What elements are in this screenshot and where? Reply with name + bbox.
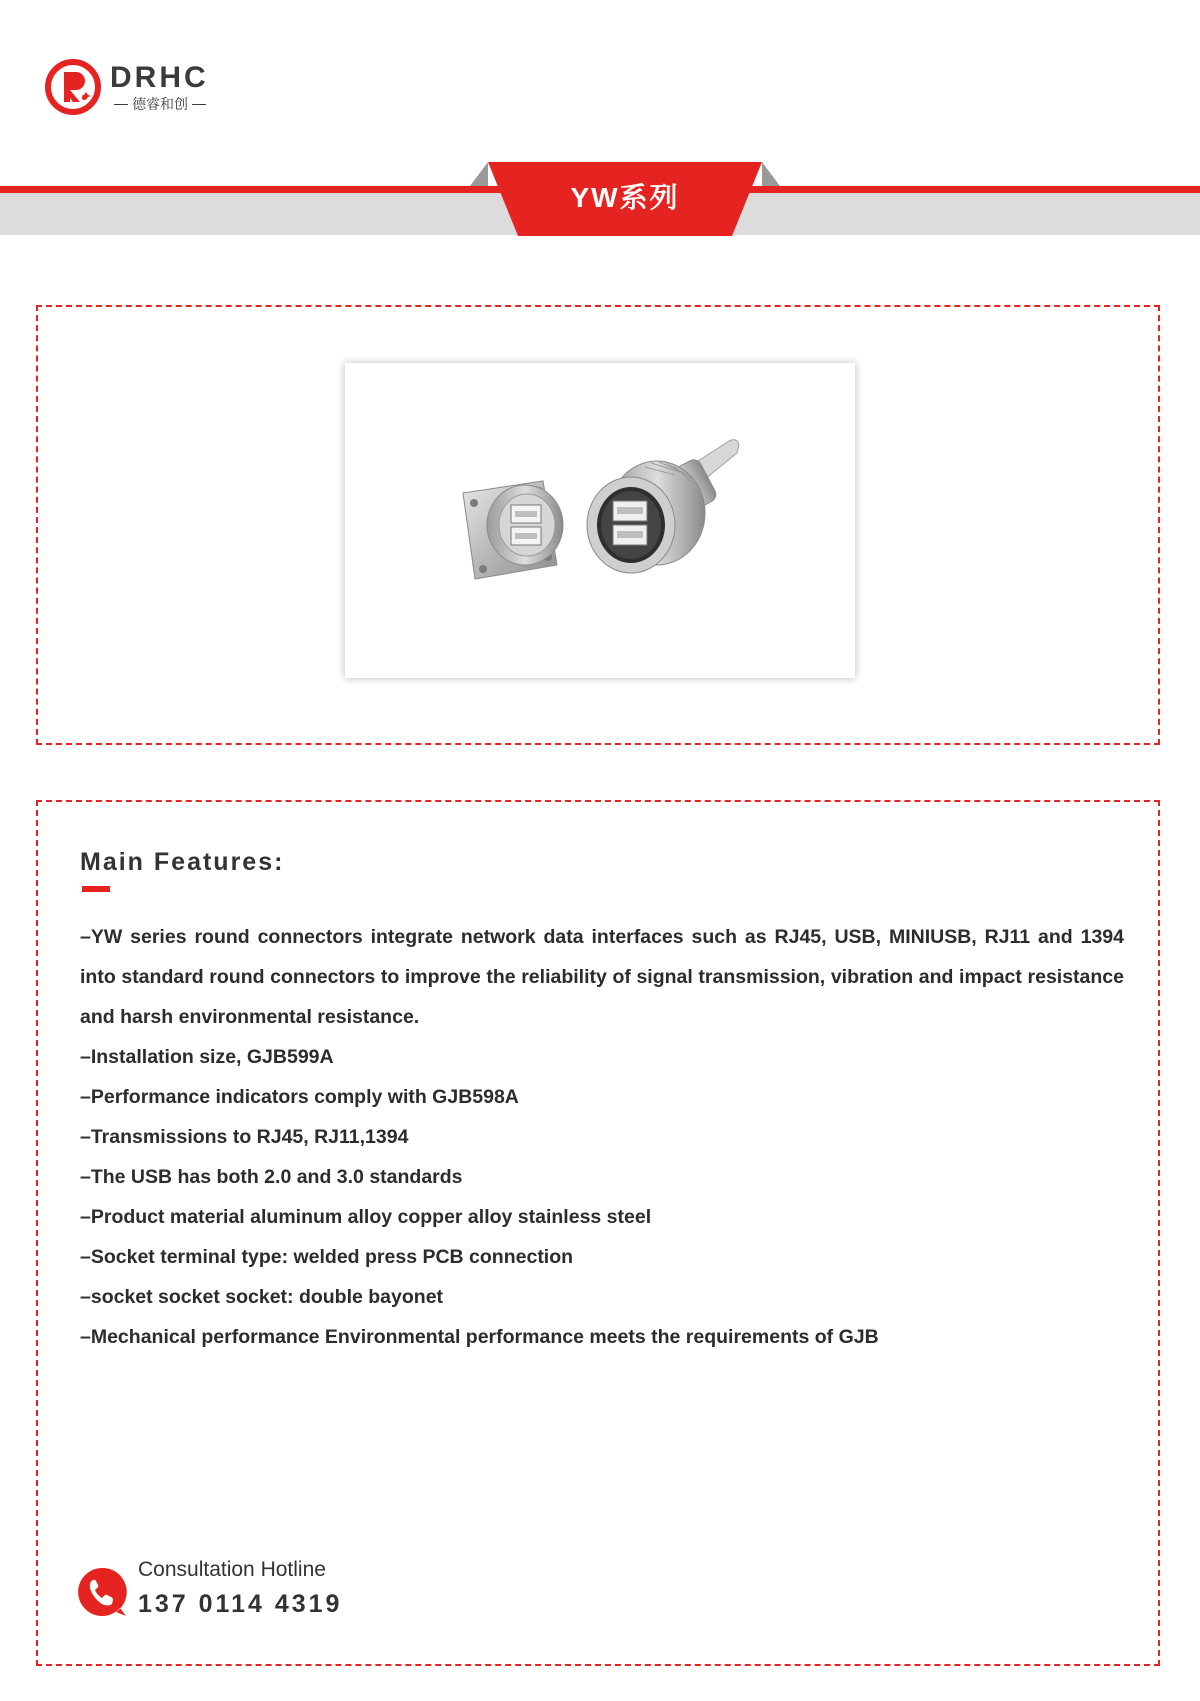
- features-list: [80, 917, 1124, 1357]
- features-title-underline: [82, 886, 110, 892]
- brand-logo[interactable]: [44, 58, 210, 116]
- feature-item: –Mechanical performance Environmental performance meets the requirements of GJB: [80, 1326, 879, 1348]
- feature-item: –Transmissions to RJ45, RJ11,1394: [80, 1126, 409, 1148]
- usb-connector-illustration: [345, 363, 855, 678]
- receptacle-connector: [463, 481, 563, 579]
- feature-item: –YW series round connectors integrate network data interfaces such as RJ45, USB, MINIUSB, RJ11 and 1394 into standard round connectors to improve the reliability of signal transmission, vibration and impact resistance and harsh environmental resistance.: [80, 926, 1124, 1028]
- brand-subtitle: 德睿和创: [132, 96, 188, 112]
- hotline-label: Consultation Hotline: [138, 1558, 326, 1581]
- product-image: [345, 363, 855, 678]
- feature-item: –socket socket socket: double bayonet: [80, 1286, 444, 1308]
- phone-icon[interactable]: [76, 1566, 128, 1618]
- series-title: YW系列: [570, 182, 680, 213]
- logo-mark-icon: [44, 58, 102, 116]
- brand-name: DRHC: [110, 61, 209, 94]
- feature-item: –Product material aluminum alloy copper alloy stainless steel: [80, 1206, 652, 1228]
- brand-subtitle-row: [110, 96, 210, 112]
- feature-item: –The USB has both 2.0 and 3.0 standards: [80, 1166, 463, 1188]
- feature-item: –Performance indicators comply with GJB598A: [80, 1086, 519, 1108]
- plug-connector: [587, 440, 739, 573]
- features-title: Main Features:: [80, 848, 285, 876]
- feature-item: –Socket terminal type: welded press PCB connection: [80, 1246, 574, 1268]
- hotline-number[interactable]: 137 0114 4319: [138, 1590, 343, 1618]
- feature-item: –Installation size, GJB599A: [80, 1046, 334, 1068]
